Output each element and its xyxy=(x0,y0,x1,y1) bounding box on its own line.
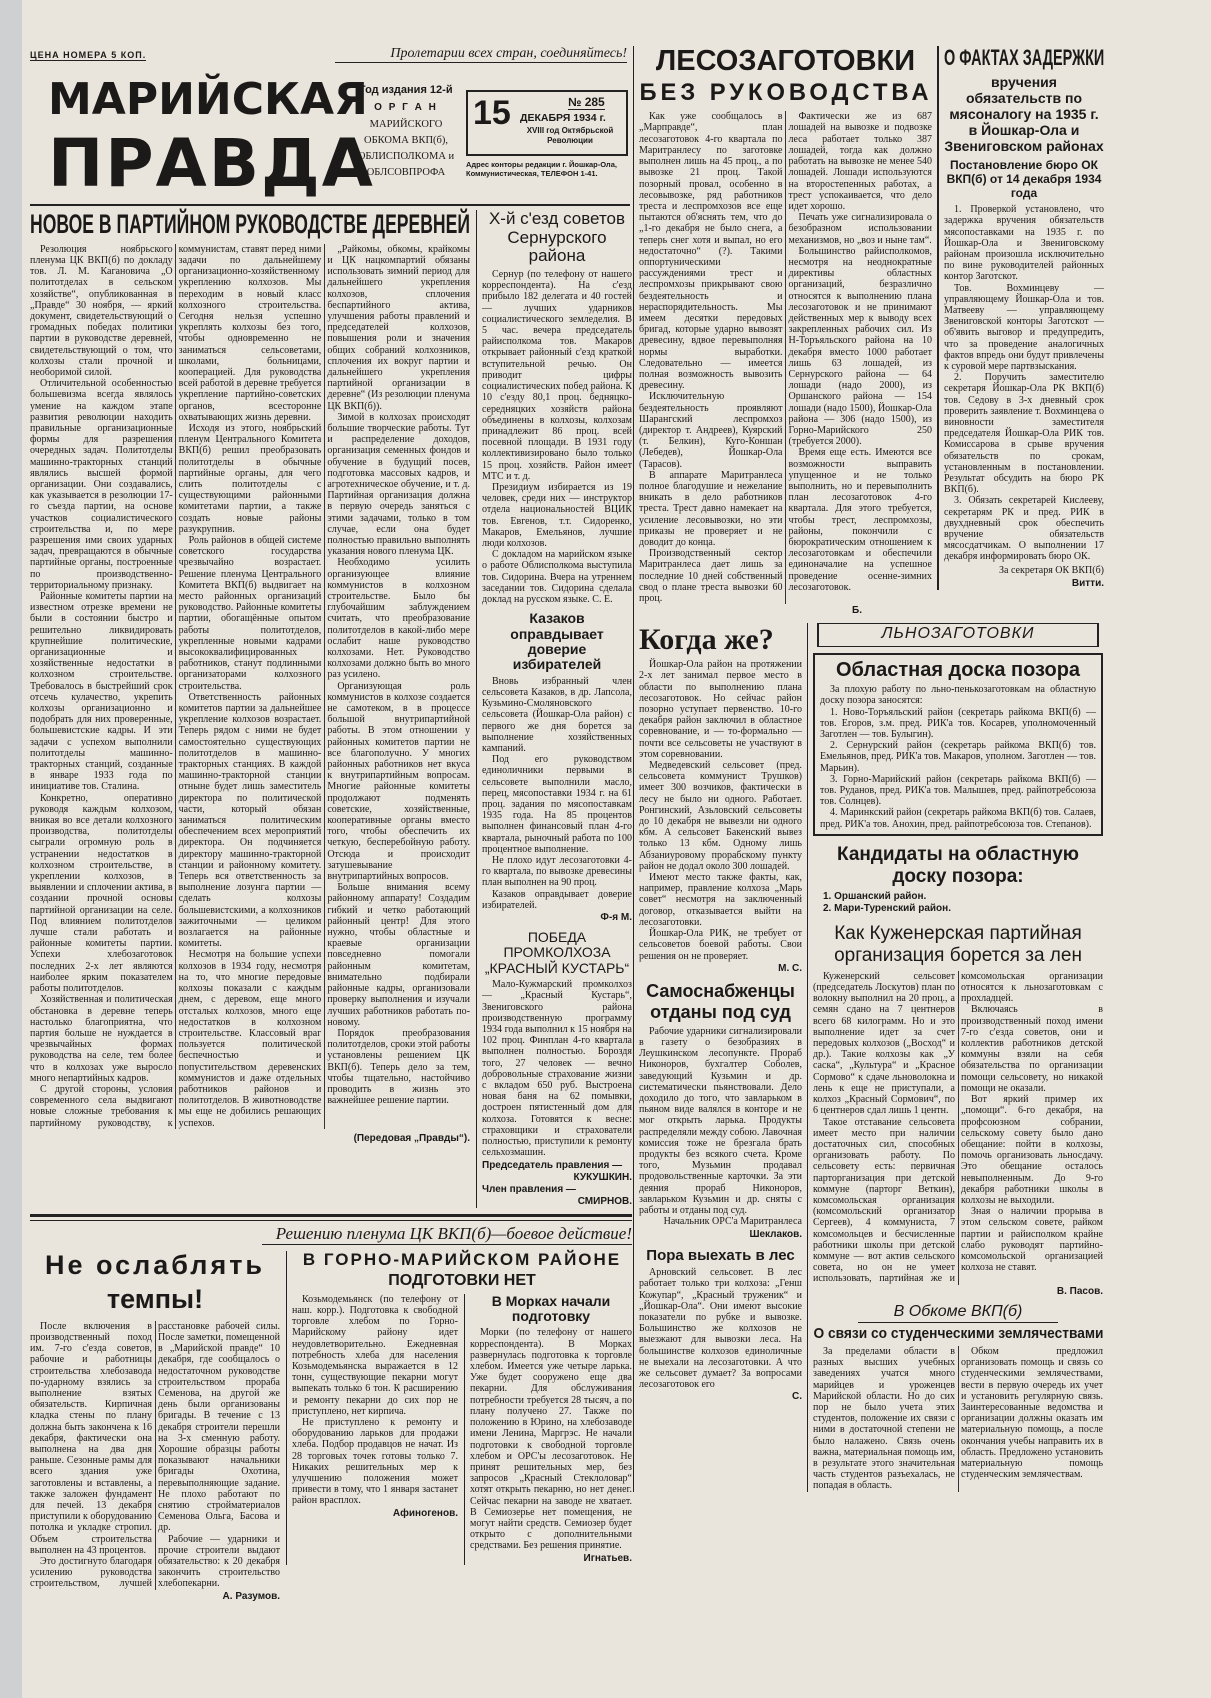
paragraph: Исходя из этого, ноябрьский пленум Центрального Комитета ВКП(б) решил преобразовать политотделы в обычные партийные органы, для чего слить политотделы с существующими районными комитетами партии, а также создать новые районы разукрупнив. xyxy=(178,422,322,535)
paragraph: Печать уже сигнализировала о безобразном использовании механизмов, но „воз и ныне там“. xyxy=(788,212,932,246)
paragraph: Фактически же из 687 лошадей на вывозке и подвозке леса работает только 387 лошадей, тогда как должно работать на вывозке не менее 540 лошадей. Лошади используются на второстепенных работах, а трест успокаивается, что дело идет хорошо. xyxy=(788,111,932,212)
member-name: СМИРНОВ. xyxy=(577,1196,632,1208)
paragraph: Рабочие — ударники и прочие строители выдают обязательство: к 20 декабря закончить строительство хлебопекарни. xyxy=(158,1533,280,1590)
paragraph: Резолюция ноябрьского пленума ЦК ВКП(б) по докладу тов. Л. М. Кагановича „О политотделах в сельском хозяйстве“, опубликованная в „Правде“ 30 ноября, — яркий документ, свидетельствующий о громадных победах политики партии в руководстве деревней, свидетельствующий о том, что колхозы стали прочной и необоримой силой. xyxy=(30,243,173,378)
gorno-columns xyxy=(292,1294,632,1565)
novoe-article xyxy=(30,210,470,1145)
obkom-body xyxy=(813,1346,1103,1492)
zaderzhka-subtitle: вручения обязательств по мясоналогу на 1935 г. в Йошкар-Ола и Звениговском районах xyxy=(944,74,1104,155)
kazakov-body xyxy=(482,676,632,911)
revolution-year: XVIII год Октябрьской Революции xyxy=(526,126,614,145)
issue-day: 15 xyxy=(473,94,511,132)
paragraph: Казаков оправдывает доверие избирателей. xyxy=(482,888,632,911)
kuzhener-body xyxy=(813,971,1103,1285)
pora-title: Пора выехать в лес xyxy=(646,1247,795,1265)
paragraph: После включения в производственный поход им. 7-го с'езда советов, рабочие и работницы строительства хлебозавода по-ударному взялись за выполнение взятых обязательств. Кирпичная кладка стены по плану должна быть закончена к 16 декабря, фактически она выполнена на два дня раньше. Сезонные рамы для всего здания уже заготовлены и вставлены, а также заложен фундамент для печей. 13 декабря приступили к оборудованию потолка и укладке стропил. Объем строительства выполнен на 43 процентов. xyxy=(30,1320,152,1556)
paragraph: Производственный сектор Маритранлеса дает лишь за последние 10 дней собственный свод о плане треста вывозки 60 проц. xyxy=(639,548,783,605)
paragraph: За пределами области в разных высших учебных заведениях учатся много марийцев и уроженцев Марийской области. Но до сих пор не было учета этих студентов, положение их связи с ними в достаточной степени не было налажено. Связь очень важна, материальная помощь им, в результате этого значительная часть студентов разъехалась, не попадая в область. xyxy=(813,1346,955,1492)
shame-board xyxy=(813,653,1103,836)
paragraph: 3. Обязать секретарей Кислееву, секретарям РК и пред. РИК в двухдневный срок обеспечить вручение обязательств мясосдатчикам. О выполнении 17 декабря информировать бюро ОК. xyxy=(944,495,1104,563)
paragraph: Тов. Вохминцеву — управляющему Йошкар-Ола и тов. Матвееву — управляющему Звениговской конторы Заготскот — об'явить выговор и предупредить, что за проведение аналогичных фактов впредь они будут привлечены к суровой мере партвзыскания. xyxy=(944,282,1104,373)
kuzhener-signature: В. Пасов. xyxy=(1056,1285,1103,1297)
paragraph: Арновский сельсовет. В лес работает только три колхоза: „Генш Кожупар“, „Красный труженик“ и „Йошкар-Ола“. Они имеют высокие показатели по рубке и вывозке. Большинство же колхозов не выезжают для вывозки леса. На большинстве колхозов единоличные не выехали на лесозаготовки. А что же сельсовет думает? За вопросами лесозаготовок его xyxy=(639,1267,802,1391)
pora-body xyxy=(639,1267,802,1390)
board-item: 1. Ново-Торъяльский район (секретарь райкома ВКП(б) — тов. Егоров, з.м. пред. РИК'а тов. Косарев, уполномоченный Заготлен — тов. Булыгин). xyxy=(820,706,1096,741)
zaderzhka-title xyxy=(944,46,1104,70)
obkom-title-text: О связи со студенческими землячествами xyxy=(813,1324,1103,1342)
paragraph: Козьмодемьянск (по телефону от наш. корр.). Подготовка к свободной торговле хлебом по Горно-Марийскому району идет неудовлетворительно. Ежедневная потребность хлеба для населения Козьмодемьянска выражается в 12 тонн, существующие пекарни могут выпекать только 6 тон. К расширению и ремонту пекарни до сих пор не приступлено, нет кирпича. xyxy=(292,1293,458,1417)
zaderzhka-decree: Постановление бюро ОК ВКП(б) от 14 декабря 1934 года xyxy=(946,158,1102,201)
novoe-title xyxy=(30,210,470,240)
neoslablyat-title xyxy=(30,1285,280,1315)
paragraph: Рабочие ударники сигнализировали в газету о безобразиях в Леушкинском лесопункте. Прораб Никоноров, бухгалтер Соболев, заведующий Кузьмин и др. систематически пьянствовали. Дело доходило до того, что завларьком в пьяном виде валялся в конторе и не мог открыть ларька. Продукты распределяли между собою. Лавочная комиссия тоже не брезгала брать продукты без всякого счета. Кроме того, Музьмин продавал продовольственные карточки. За эти деяния прораб Никоноров, завларьком Кузьмин и др. сняты с работы и отданы под суд. xyxy=(639,1025,802,1216)
zaderzhka-article xyxy=(937,46,1104,590)
neoslablyat-body xyxy=(30,1321,280,1590)
kogda-column xyxy=(639,623,802,1403)
issue-month-year: ДЕКАБРЯ 1934 г. xyxy=(520,112,606,124)
paragraph: Это достигнуто благодаря усилению руководства строительством, лучшей расстановке рабочей силы. После заметки, помещенной в „Марийской правде“ 10 декабря, где сообщалось о недостаточном руководстве строительством прораба Семенова, на другой же день были организованы бригады. В течение с 13 декабря строители перешли на 3-х сменную работу. Хорошие образцы работы показывают начальники бригады Охотина, перевыполняющие задание. Не плохо работают по снятию стройматериалов Семенова Ольга, Басова и др. xyxy=(30,1320,280,1590)
motto: Пролетарии всех стран, соединяйтесь! xyxy=(335,46,627,63)
neoslablyat-signature: А. Разумов. xyxy=(222,1590,280,1602)
paragraph: Президиум избирается из 19 человек, среди них — инструктор отдела национальностей ВЦИК тов. Евгенов, т.т. Сидоренко, Макаров, Емельянов, лучшие люди колхозов. xyxy=(482,481,632,549)
gorno-signature: Афиногенов. xyxy=(392,1507,458,1519)
paragraph: Организующая роль коммунистов в колхозе создается не самотеком, в в процессе большой внутрипартийной работы. В этом отношении у районных комитетов партии не все благополучно. У многих районных работников нет вкуса к внутрипартийным вопросам. Многие районные комитеты продолжают подменять советские, хозяйственные, кооперативные органы вместо того, чтобы обеспечить их четкую, бесперебойную работу. Отсюда и происходит затушевывание внутрипартийных вопросов. xyxy=(327,680,470,883)
paragraph: Морки (по телефону от нашего корреспондента). В Морках развернулась подготовка к торговле хлебом. Имеется уже четыре ларька. Уже будет сооружено еще два пекарни. Для обслуживания потребности требуется 28 тысяч, а по плану получено 27. Также по положению в Юрино, на хлебозаводе имени Ленина, Маргрэс. Не начали подготовки к свободной торговле хлебом и ОРС'ы лесозаготовок. Не принят решительных мер, без запросов „Красный Стеклоловар“ хотят открыть пекарню, но нет денег. Сейчас пекарни на заводе не хватает. В Семиозерье нет помещения, не могут найти средств. Семиозер будет открыто с дополнительными средствами. Без решения принятие. xyxy=(470,1327,632,1552)
zaderzhka-title-text: О ФАКТАХ ЗАДЕРЖКИ xyxy=(943,45,1105,70)
board-body xyxy=(820,684,1096,830)
novoe-title-text: НОВОЕ В ПАРТИЙНОМ РУКОВОДСТВЕ ДЕРЕВНЕЙ xyxy=(30,209,470,239)
zaderzhka-body xyxy=(944,204,1104,563)
paragraph: С другой стороны, условия современного села выдвигают новые сложные требования к партийному руководству, к коммунистам, ставят перед ними задачи по дальнейшему организационно-хозяйственному укреплению колхозов. Мы переходим в новый класс колхозного строительства. Сегодня нельзя успешно укреплять колхозы без того, чтобы одновременно не заниматься сельсоветами, школами, больницами, кооперацией. Для руководства всей работой в деревне требуется укрепление партийно-советских органов, всесторонне охватывающих жизнь деревни. xyxy=(30,243,322,1129)
lesozag-signature: Б. xyxy=(852,605,862,617)
zaderzhka-signature-role: За секретаря ОК ВКП(б) xyxy=(999,564,1104,576)
paragraph: Роль районов в общей системе советского государства чрезвычайно возрастает. Решение пленума Центрального Комитета ВКП(б) выдвигает на место районных организаций руководство. Районные комитеты партии, обогащённые опытом работы политотделов, укрепленные новыми кадрами высококвалифицированных работников, станут подлинными организаторами колхозного строительства. xyxy=(178,534,322,692)
paragraph: Районные комитеты партии на известном отрезке времени не были в состоянии быстро и решительно ликвидировать крупнейшие политические, организационные и хозяйственные недостатки в колхозном строительстве. Требовалось в быстрейший срок отсечь кулачество, укрепить колхозы организационно и подобрать для них проверенные, большевистские кадры. И эти задачи с успехом выполнили политотделы машинно-тракторных станций, созданные в январе 1933 года по инициативе тов. Сталина. xyxy=(30,590,173,793)
right-column xyxy=(807,623,1103,1491)
right-region xyxy=(633,46,1103,1492)
board-item: 2. Сернурский район (секретарь райкома ВКП(б) тов. Емельянов, пред. РИК'а тов. Макаров, уполном. Заготлен — тов. Марьин). xyxy=(820,740,1096,774)
zaderzhka-signature-name: Витти. xyxy=(1071,577,1104,589)
obkom-title xyxy=(813,1326,1103,1343)
kuzhener-title: Как Куженерская партийная организация борется за лен xyxy=(834,922,1082,966)
gorno-title xyxy=(292,1272,632,1290)
organ-line: МАРИЙСКОГО xyxy=(369,119,443,130)
paragraph: 1. Проверкой установлено, что задержка вручения обязательств мясопоставками на 1935 г. по Йошкар-Ола и Звениговскому районам произошла исключительно по вине руководителей районных контор Заготскот. xyxy=(944,204,1104,283)
paragraph: 2. Поручить заместителю секретаря Йошкар-Ола РК ВКП(б) тов. Седову в 3-х дневный срок проверить заявление т. Вохминцева о виновности заместителя председателя Йошкар-Ола РИК тов. Комиссарова в срыве вручения обязательств по срокам, установленным в постановлении. Результат обсудить на бюро РК ВКП(б). xyxy=(944,372,1104,496)
title-line2: ПРАВДА xyxy=(48,125,375,202)
right-bottom-row xyxy=(639,623,1103,1491)
paragraph: Конкретно, оперативно руководя каждым колхозом, вникая во все детали колхозного производства, политотделы сыграли огромную роль в устранении недостатков в колхозном строительстве, в укреплении колхозов, в выявлении и сплочении актива, в создании прочной основы партийной организации на селе. Под влиянием политотделов лучше стали работать и районные комитеты партии. Успехи хлебозаготовок последних 2-х лет являются наиболее ярким показателем работы политотделов. xyxy=(30,792,173,995)
gorno-title xyxy=(292,1251,632,1270)
board-title: Областная доска позора xyxy=(835,659,1081,682)
left-region xyxy=(30,210,632,1603)
paragraph: Зная о наличии прорыва в этом сельском совете, райком партии и райисполком крайне слабо руководят партийно-комсомольской организацией колхоза не ставят. xyxy=(961,1206,1103,1274)
paragraph: Хозяйственная и политическая обстановка в деревне теперь настолько благоприятна, что партия больше не нуждается в чрезвычайных формах руководства на селе, тем более что в колхозах уже выросло много непартийных кадров. xyxy=(30,994,173,1084)
neoslablyat-title-text: Не ослаблять xyxy=(44,1250,266,1281)
bottom-row xyxy=(30,1251,632,1602)
lesozag-title-text: БЕЗ РУКОВОДСТВА xyxy=(638,78,932,106)
paragraph: Как уже сообщалось в „Марправде“, план лесозаготовок 4-го квартала по Маритранлесу по заготовке выполнен лишь на 45 проц., а по вывозке 21 проц. Такой позорный провал, особенно в лесовывозке, ряд работников треста и леспромхозов все еще пытаются об'яснять тем, что до „1-го декабря не было снега, а теперь снег хотя и выпал, но его недостаточно“ (?). Такими оппортуническими рассуждениями трест и леспромхозы прикрывают свою бездеятельность и нераспорядительность. Мы имеем десятки передовых бригад, которые ударно вывозят древесину, вдвое перевыполняя нормы выработки. Следовательно — имеется полная возможность вывозить древесину. xyxy=(639,111,783,392)
lnozag-rubric: ЛЬНОЗАГОТОВКИ xyxy=(817,623,1099,647)
samosnab-title: Самоснабженцы отданы под суд xyxy=(646,980,795,1022)
left-main-row xyxy=(30,210,632,1208)
samosnab-signature-name: Шеклаков. xyxy=(749,1229,802,1241)
bottom-rubric: Решению пленума ЦК ВКП(б)—боевое действие! xyxy=(262,1223,632,1245)
paragraph: С докладом на марийском языке о работе Облисполкома выступила тов. Сидорина. Вчера на утреннем заседании тов. Сидорина сделала доклад на русском языке. С. Е. xyxy=(482,549,632,605)
paragraph: Порядок преобразования политотделов, сроки этой работы установлены решением ЦК ВКП(б). Теперь дело за тем, чтобы тщательно, настойчиво проводить в жизнь это важнейшее решение партии. xyxy=(327,1027,470,1107)
organ-block xyxy=(350,84,462,181)
paragraph: Обком предложил организовать помощь и связь со студенческими землячествами, вести в первую очередь их учет и установить регулярную связь. Заинтересованные ведомства и организации должны оказать им материальную помощь, а после окончания учебы направить их в область. Предложено установить материальную помощь студенческим землячествам. xyxy=(961,1346,1103,1481)
paragraph: Необходимо усилить организующее влияние коммунистов в колхозном строительстве. Было бы глубочайшим заблуждением считать, что преобразование политотделов в какой-либо мере ослабит наше руководство колхозами. Нет. Руководство колхозами должно быть во много раз усилено. xyxy=(327,557,470,681)
paragraph: В аппарате Маритранлеса полное благодушие и нежелание вникать в дело работников треста. Трест давно намекает на усиление лесовывозки, но эти приказы не проверяет и не доводит до конца. xyxy=(639,469,783,548)
date-box xyxy=(466,90,628,156)
obkom-rubric: В Обкоме ВКП(б) xyxy=(858,1302,1058,1323)
gorno-body xyxy=(292,1294,458,1507)
organ-line: ОБЛСОВПРОФА xyxy=(366,167,446,178)
candidates-list xyxy=(823,891,1103,915)
paragraph: Вновь избранный член сельсовета Казаков, в др. Лапсола, Кузьмино-Смоляновского сельсовета (Йошкар-Ола район) с первого же дня борется за выполнение хозяйственных кампаний. xyxy=(482,675,632,754)
paragraph: Мало-Кужмарский промколхоз — „Красный Кустарь“, Звениговского района производственную программу 1934 года выполнил к 15 ноября на 102 проц. Финплан 4-го квартала выполнен полностью. Бороздя того, 27 человек — вечно добровольные страхование жизни с вкладом 650 руб. Выстроена новая баня на 62 помывки, достроен пятистенный дом для колхоза. Готовятся к весне: страховщики и страхователи полностью, приступили к ремонту сельхозмашин. xyxy=(482,979,632,1159)
candidate-item: 2. Мари-Туренский район. xyxy=(823,902,951,914)
morki-signature: Игнатьев. xyxy=(583,1552,632,1564)
paragraph: Больше внимания всему районному аппарату! Создадим гибкий и четко работающий районный центр! Для этого нужно, чтобы областные и краевые организации повседневно помогали районным комитетам, внимательно подбирали районные кадры, организовали проверку выполнения и изучали лучших работников работать по-новому. xyxy=(327,882,470,1028)
board-item: 4. Маринкский район (секретарь райкома ВКП(б) тов. Салаев, пред. РИК'а тов. Анохин, пред. райпотребсоюза тов. Степанов). xyxy=(820,807,1096,830)
paragraph: Такое отставание сельсовета имеет место при наличии достаточных сил, способных организовать работу. По сельсовету есть: первичная парторганизация при детской коммуне (парторг Веткин), комсомольская организация (комсомольский организатор Сергеев), 4 коммуниста, 7 комсомольцев и бесчисленные работники школы при детской коммуне — вот актив сельского совета, но он не умеет использовать, партийная же и комсомольская организации относятся к льнозаготовкам с прохладцей. xyxy=(813,970,1103,1285)
lesozag-article xyxy=(639,46,932,617)
organ-line: ОБЛИСПОЛКОМА и xyxy=(357,151,455,162)
neoslablyat-title-text: темпы! xyxy=(106,1284,204,1315)
kogda-title: Когда же? xyxy=(639,623,774,657)
neoslablyat-title xyxy=(30,1251,280,1281)
paragraph: Йошкар-Ола район на протяжении 2-х лет занимал первое место в области по выполнению плана лесозаготовок. Но сейчас район позорно уступает первенство. 10-го декабря район заключил в областное соревнование, и — то-формально — почти все сельсоветы не участвуют в этом соревновании. xyxy=(639,659,802,760)
paragraph: Не приступлено к ремонту и оборудованию ларьков для продажи хлеба. Подбор продавцов не начат. Из 28 торговых точек готовы только 7. Никаких решительных мер к улучшению положения может привести в тому, что 1 января застанет район врасплох. xyxy=(292,1416,458,1507)
chair-name: КУКУШКИН. xyxy=(573,1172,632,1184)
paragraph: „Райкомы, обкомы, крайкомы и ЦК нацкомпартий обязаны использовать зимний период для дальнейшего укрепления колхозов, сплочения беспартийного актива, улучшения работы правлений и председателей колхозов, повышения роли и значения общих собраний колхозников, сплочения их вокруг партии и дальнейшего укрепления партийной организации в деревне“ (Из резолюции пленума ЦК ВКП(б)). xyxy=(327,243,470,412)
side-column xyxy=(476,210,632,1208)
organ-label: О Р Г А Н xyxy=(374,102,438,113)
kazakov-title: Казаков оправдывает доверие избирателей xyxy=(510,610,604,673)
lesozag-title xyxy=(639,80,932,106)
novoe-source: (Передовая „Правды“). xyxy=(353,1132,470,1144)
title-line1: МАРИЙСКАЯ xyxy=(48,74,368,125)
paragraph: Куженерский сельсовет (председатель Лоскутов) план по волокну выполнил на 20 проц., а семян сдано на 7 центнеров всего 68 килограмм. Но и это выполнение идет за счет передовых колхозов („Восход“ и др.). Такие колхозы как „У саска“, „Культура“ и „Красное Сормово“ к сдаче льноволокна и лень к еще не приступали, а колхоз „Красный Сормович“, по 6 центнеров сдал лишь 1 центн. xyxy=(813,970,955,1117)
paragraph: Ответственность районных комитетов партии за дальнейшее укрепление колхозов возрастает. Теперь рядом с ними не будет самостоятельно существующих политотделов в машинно-тракторных станциях. В каждой машинно-тракторной станции отныне будет лишь заместитель директора по политической части, который обязан заниматься политическим обеспечением всех мероприятий директора. Он подчиняется директору машинно-тракторной станции и районному комитету. Теперь вся ответственность за выполнение лозунга партии — сделать колхозы большевистскими, а колхозников зажиточными — целиком возлагается на районные комитеты. xyxy=(178,691,322,950)
morki-title: В Морках начали подготовку xyxy=(491,1292,611,1325)
sezd-title: X-й с'езд советов Сернурского района xyxy=(488,209,626,266)
paragraph: Несмотря на большие успехи колхозов в 1934 году, несмотря на то, что многие передовые колхозы показали с каждым днем, с деревом, еще много отсталых колхозов, много еще недостатков в колхозном строительстве. Классовый враг пользуется политической беспечностью и попустительством деревенских коммунистов и даже отдельных работников районов и политотделов. В животноводстве мы еще не добились решающих успехов. xyxy=(178,949,322,1129)
neoslablyat-article xyxy=(30,1251,280,1602)
paragraph: Йошкар-Ола РИК, не требует от сельсоветов боевой работы. Свои решения он не проверяет. xyxy=(639,928,802,962)
pobeda-signatures xyxy=(482,1160,632,1208)
kogda-body xyxy=(639,659,802,961)
novoe-body xyxy=(30,244,470,1129)
paragraph: Медведевский сельсовет (пред. сельсовета коммунист Трушков) имеет 300 возчиков, фактически в лесу не было ни одного. Работает. Ронгинский, Азьловский сельсоветы до 10 декабря не вывезли ни одного кбм. А сельсовет Бакенский вывез только 13 кбм. Одному лишь Абзаниуровому прорабскому пункту район не додал около 300 лошадей. xyxy=(639,760,802,872)
sezd-body xyxy=(482,269,632,605)
publication-year: Год издания 12-й xyxy=(359,84,453,96)
paragraph: Включаясь в производственный поход имени 7-го с'езда советов, они и коллектив работников детской коммуны взяли на себя обязательства по организации помощи сельсовету, но никакой помощи не оказали. xyxy=(961,1004,1103,1094)
lesozag-title-text: ЛЕСОЗАГОТОВКИ xyxy=(655,45,916,77)
editorial-address: Адрес конторы редакции г. Йошкар-Ола, Коммунистическая, ТЕЛЕФОН 1-41. xyxy=(466,160,617,178)
board-item: 3. Горно-Марийский район (секретарь райкома ВКП(б) — тов. Руданов, пред. РИК'а тов. Малышев, пред. райпотребсоюза тов. Солнцев). xyxy=(820,773,1096,808)
scan-edge xyxy=(0,0,22,1698)
price-label: ЦЕНА НОМЕРА 5 КОП. xyxy=(30,50,147,60)
gorno-title-text: ПОДГОТОВКИ НЕТ xyxy=(388,1272,536,1290)
paragraph: Не плохо идут лесозаготовки 4-го квартала, по вывозке древесины план выполнен на 90 проц. xyxy=(482,854,632,889)
gorno-column xyxy=(292,1294,458,1520)
right-top-row xyxy=(639,46,1103,617)
paragraph: Зимой в колхозах происходят большие творческие работы. Тут и распределение доходов, организация семенных фондов и обучение в будущий посев, подготовка массовых кадров, и агротехническое обучение, и т. д. Партийная организация должна в первую очередь заняться с этими задачами, только в том случае, если она будет полностью правильно выполнять указания нового пленума ЦК. xyxy=(327,411,470,558)
paragraph: Большинство райисполкомов, несмотря на неоднократные директивы областных организаций, безразлично относятся к выполнению плана лесозаготовок и не принимают действенных мер к выводу всех закрепленных рабочих сил. Из Н-Торъяльского района на 10 декабря вместо 1000 работает лишь 63 лошадей, из Сернурского района — 64 лошади (надо 2000), из Оршанского района — 154 лошади (надо 1500), Йошкар-Ола района — 306 (надо 1500), из Горно-Марийского 250 (требуется 2000). xyxy=(788,245,932,448)
masthead-rule xyxy=(30,204,630,206)
gorno-article xyxy=(286,1251,632,1564)
paragraph: Время еще есть. Имеются все возможности выправить упущенное и не только выполнить, но и перевыполнить план лесозаготовок 4-го квартала. Для этого требуется, чтобы трест, леспромхозы, районы, покончили с бюрократическим отношением к лесозаготовкам и обеспечили единоначалие на успешное проведение осенне-зимних лесозаготовок. xyxy=(788,447,932,593)
bottom-band xyxy=(30,1214,632,1602)
lesozag-body xyxy=(639,111,932,604)
lesozag-title xyxy=(639,46,932,78)
morki-column xyxy=(464,1294,632,1565)
paragraph: Имеют место также факты, как, например, правление колхоза „Марь совет“ несмотря на заключенный договор, отказывается выйти на лесозаготовки. xyxy=(639,872,802,928)
organ-line: ОБКОМА ВКП(б), xyxy=(363,135,449,146)
paragraph: Вот яркий пример их „помощи“. 6-го декабря, на профсоюзном собрании, сельскому совету было дано обещание: пойти в колхозы, помочь организовать льносдачу. Это обещание осталось невыполненным. До 9-го декабря работники школы в колхозы не выходили. xyxy=(961,1094,1103,1206)
samosnab-body xyxy=(639,1026,802,1216)
candidate-item: 1. Оршанский район. xyxy=(823,890,927,902)
paragraph: Под его руководством единоличники первыми в сельсовете выполнили масло, перец, мясопоставки 1934 г. на 61 проц. задания по мясопоставкам 1935 года. На 85 процентов выполнен финансовый план 4-го квартала, рыночный работа по 100 процентное выполнение. xyxy=(482,754,632,855)
gorno-title-text: В ГОРНО-МАРИЙСКОМ РАЙОНЕ xyxy=(302,1250,622,1270)
candidates-title: Кандидаты на областную доску позора: xyxy=(836,843,1080,887)
paragraph: Исключительную бездеятельность проявляют Шарангский леспромхоз (директор т. Андреев), Куярский (т. Белкин), Куго-Коншан (Лебедев), Йошкар-Ола (Тарасов). xyxy=(639,391,783,470)
morki-body xyxy=(470,1327,632,1551)
samosnab-signature-role: Начальник ОРС'а Маритранлеса xyxy=(663,1216,802,1228)
board-intro: За плохую работу по льно-пенькозаготовкам на областную доску позора заносятся: xyxy=(820,684,1096,707)
kazakov-signature: Ф-я М. xyxy=(600,911,632,923)
kogda-signature: М. С. xyxy=(778,962,802,974)
paragraph: Отличительной особенностью большевизма всегда являлось умение на каждом этапе развития революции находить правильные организационные формы для разрешения очередных задач. Политотделы машинно-тракторных станций являлись высшей формой организации. Они создавались, как указывается в резолюции 17-го съезда партии, на основе участков социалистического строительства и, по мере разрешения ими своих ударных задач, превращаются в обычные партийные органы, построенные по производственно-территориальному признаку. xyxy=(30,378,173,591)
pobeda-body xyxy=(482,979,632,1158)
issue-number: № 285 xyxy=(568,95,605,109)
paragraph: Сернур (по телефону от нашего корреспондента). На с'езд прибыло 182 делегата и 40 гостей — лучших ударников социалистического земледелия. В 5 час. вечера председатель райисполкома тов. Макаров открывает районный с'езд краткой вступительной речью. Он приводит цифры социалистических побед района. К 10 с'езду 80,1 проц. бедняцко-середняцких хозяйств района объединены в колхозы, колхозам принадлежит 86 проц. всей посевной площади. В 1931 году коллективизировано было только 15 проц. хозяйств. Район имеет МТС и т. д. xyxy=(482,269,632,482)
pobeda-title: ПОБЕДА ПРОМКОЛХОЗА „КРАСНЫЙ КУСТАРЬ“ xyxy=(484,928,630,976)
member-label: Член правления — xyxy=(482,1184,576,1196)
pora-signature: С. xyxy=(792,1391,802,1403)
chair-label: Председатель правления — xyxy=(482,1160,623,1172)
